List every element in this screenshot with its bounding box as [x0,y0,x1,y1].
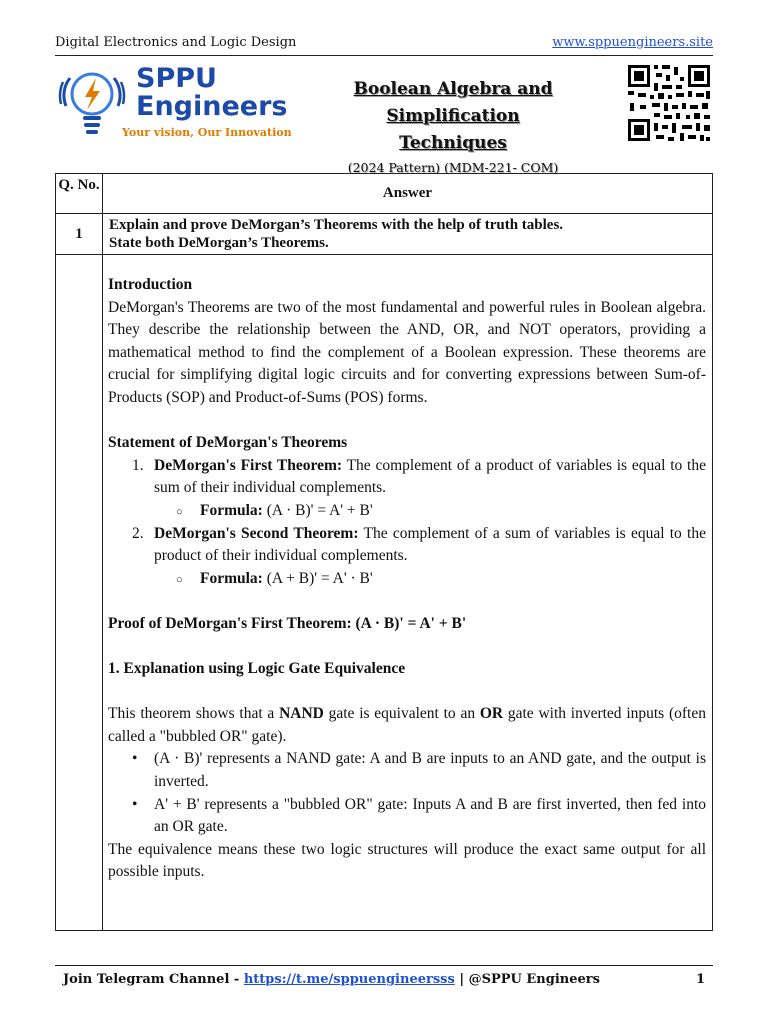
answer-header: Answer [382,185,433,201]
theorem-2-formula: ○ Formula: (A + B)' = A' · B' [108,568,706,591]
document-title [284,76,622,175]
question-line1: Explain and prove DeMorgan’s Theorems with the help of truth tables. [109,217,564,233]
lightbulb-icon [58,66,126,142]
row-divider [56,254,712,255]
theorem-1 [108,455,706,500]
subject-title: Digital Electronics and Logic Design [55,35,297,50]
question-number: 1 [75,226,83,242]
title-line1: Boolean Algebra and Simplification [353,79,553,126]
gate-paragraph: This theorem shows that a NAND gate is equivalent to an OR gate with inverted inputs (often called a "bubbled OR" gate). [108,705,706,745]
page-number: 1 [695,972,705,987]
qr-code-icon[interactable] [626,63,712,143]
title-line2: Techniques [399,133,507,153]
circle-bullet-icon: ○ [176,573,183,586]
explanation-heading: 1. Explanation using Logic Gate Equivalence [108,660,406,678]
pattern-subtitle: (2024 Pattern) (MDM-221- COM) [347,160,559,175]
brand-logo [58,63,292,144]
theorem-1-label: DeMorgan's First Theorem: [154,456,343,474]
circle-bullet-icon: ○ [176,505,183,518]
intro-paragraph: DeMorgan's Theorems are two of the most fundamental and powerful rules in Boolean algebra. They describe the relationship between the AND, OR, and NOT operators, providing a mathematical method to find the complement of a Boolean expression. These theorems are crucial for simplifying digital logic circuits and for converting expressions between Sum-of-Products (SOP) and Product-of-Sums (POS) forms. [108,298,706,406]
page-header [55,34,713,56]
row-divider [56,213,712,214]
theorem-1-text: The complement of a product of variables is equal to the sum of their individual complements. [154,456,706,497]
footer-telegram: Join Telegram Channel - https://t.me/sppuengineersss | @SPPU Engineers [63,972,600,987]
website-link[interactable]: www.sppuengineers.site [552,35,713,50]
answer-body [108,274,706,884]
qa-table [55,173,713,931]
bullet-dot-icon: • [132,795,138,813]
theorem-2-label: DeMorgan's Second Theorem: [154,524,359,542]
column-divider [102,174,103,930]
theorem-2-number: 2. [132,524,144,542]
conclusion-paragraph: The equivalence means these two logic structures will produce the exact same output for all possible inputs. [108,840,706,881]
logo-name-line2: Engineers [136,91,288,122]
qno-header: Q. No. [58,177,100,193]
theorem-1-number: 1. [132,456,144,474]
statement-heading: Statement of DeMorgan's Theorems [108,434,348,452]
question-line2: State both DeMorgan’s Theorems. [109,235,329,251]
theorem-2 [108,523,706,568]
bullet-dot-icon: • [132,750,138,768]
telegram-link[interactable]: https://t.me/sppuengineersss [243,972,455,987]
page-footer [55,965,713,991]
theorem-1-formula: ○ Formula: (A · B)' = A' + B' [108,500,706,523]
question-text [109,216,704,252]
footer-handle: @SPPU Engineers [468,972,600,987]
proof-heading: Proof of DeMorgan's First Theorem: (A · B)' = A' + B' [108,614,467,632]
bullet-nand: • (A · B)' represents a NAND gate: A and B are inputs to an AND gate, and the output is inverted. [132,750,706,791]
theorem-2-text: The complement of a sum of variables is equal to the product of their individual complements. [154,524,706,565]
logo-name-line1: SPPU [136,63,217,94]
bullet-bubbled-or: • A' + B' represents a "bubbled OR" gate: Inputs A and B are first inverted, then fed into an OR gate. [132,795,706,836]
intro-heading: Introduction [108,276,193,293]
logo-tagline: Your vision, Our Innovation [122,126,292,139]
